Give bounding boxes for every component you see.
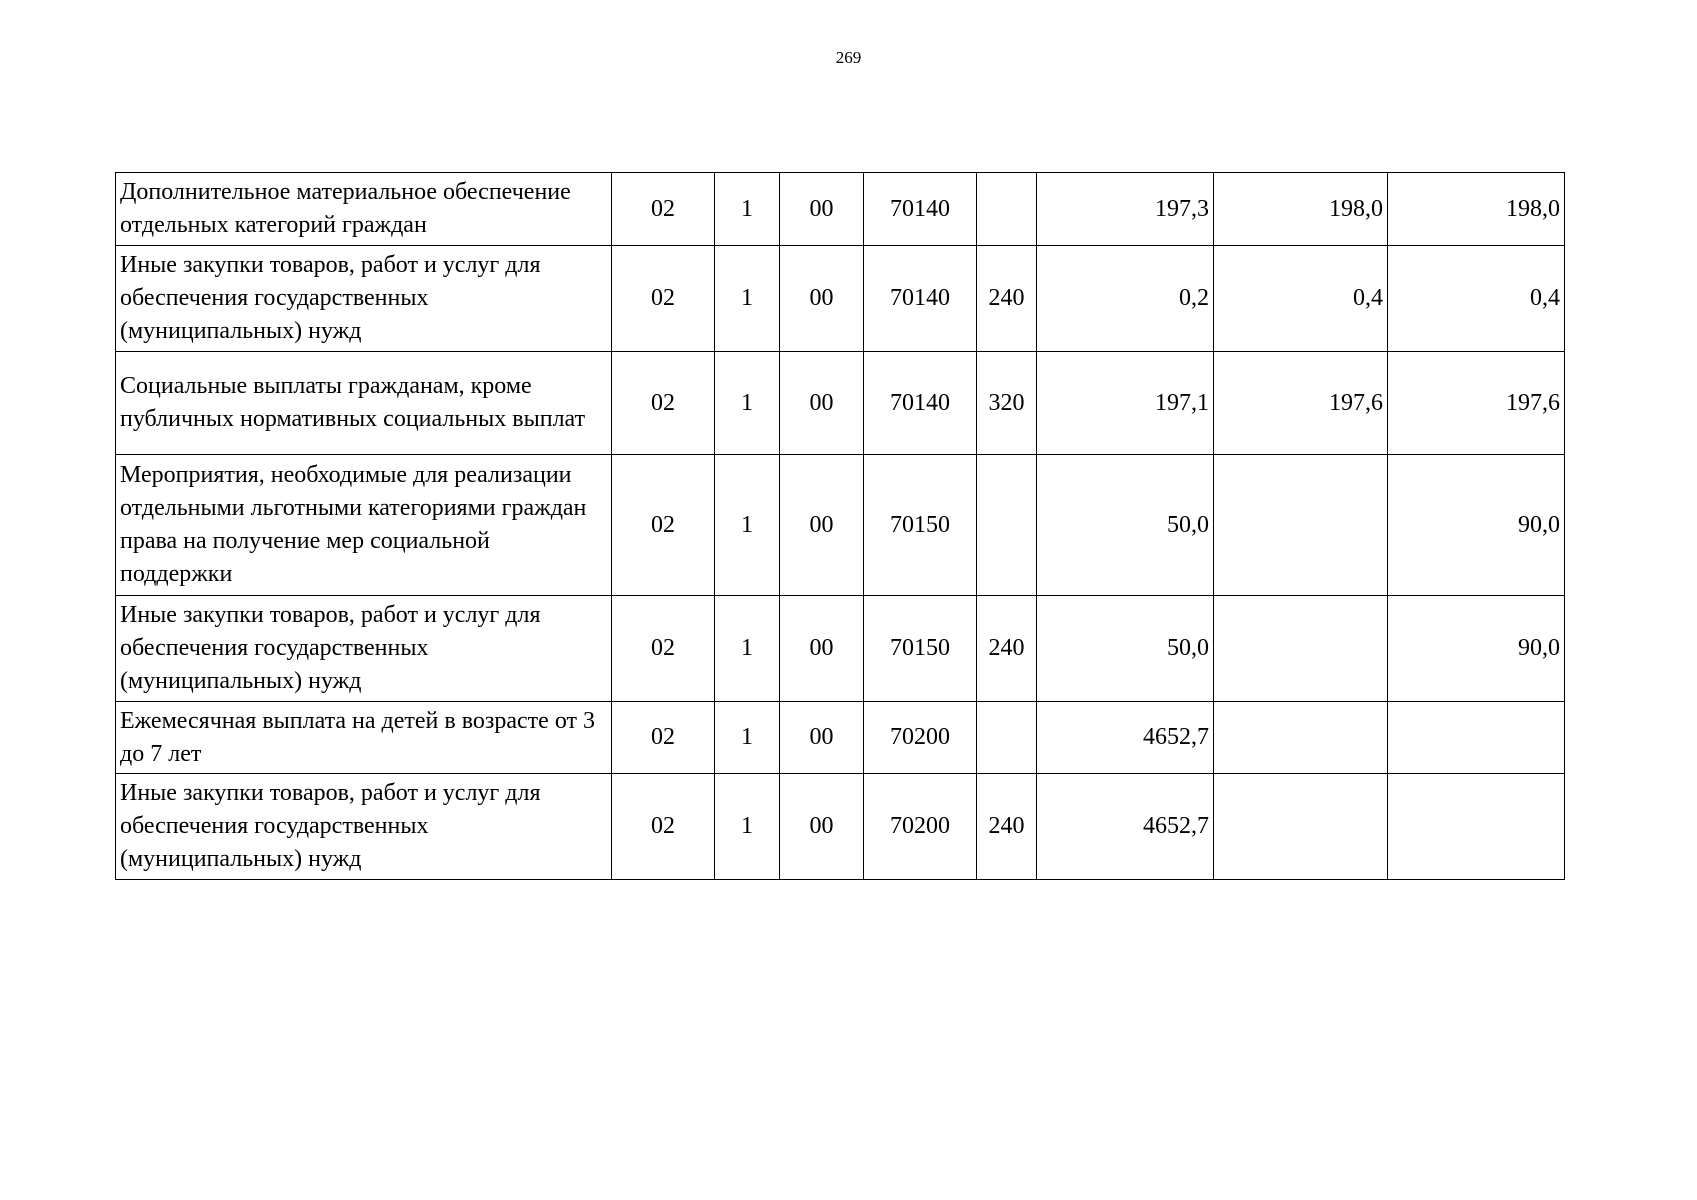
section-code: 02 [612, 246, 715, 352]
program-code: 1 [715, 774, 780, 880]
table-row [116, 173, 1565, 246]
expense-type-code [977, 173, 1037, 246]
table-row [116, 246, 1565, 352]
amount-2 [1214, 455, 1388, 596]
subprogram-code: 00 [780, 246, 864, 352]
program-code: 1 [715, 352, 780, 455]
amount-1: 50,0 [1037, 596, 1214, 702]
item-name: Ежемесячная выплата на детей в возрасте от 3 до 7 лет [116, 702, 612, 774]
target-article-code: 70140 [864, 173, 977, 246]
section-code: 02 [612, 702, 715, 774]
expense-type-code: 240 [977, 774, 1037, 880]
amount-2: 197,6 [1214, 352, 1388, 455]
amount-2 [1214, 596, 1388, 702]
section-code: 02 [612, 455, 715, 596]
item-name: Дополнительное материальное обеспечение отдельных категорий граждан [116, 173, 612, 246]
item-name: Иные закупки товаров, работ и услуг для обеспечения государственных (муниципальных) нужд [116, 596, 612, 702]
program-code: 1 [715, 702, 780, 774]
target-article-code: 70140 [864, 246, 977, 352]
amount-3: 90,0 [1388, 455, 1565, 596]
amount-3 [1388, 702, 1565, 774]
expense-type-code [977, 702, 1037, 774]
amount-3: 198,0 [1388, 173, 1565, 246]
target-article-code: 70200 [864, 774, 977, 880]
table-row [116, 596, 1565, 702]
program-code: 1 [715, 246, 780, 352]
table-row [116, 352, 1565, 455]
subprogram-code: 00 [780, 173, 864, 246]
table-row [116, 702, 1565, 774]
expense-type-code: 240 [977, 246, 1037, 352]
subprogram-code: 00 [780, 455, 864, 596]
target-article-code: 70150 [864, 455, 977, 596]
amount-1: 197,3 [1037, 173, 1214, 246]
amount-1: 4652,7 [1037, 774, 1214, 880]
target-article-code: 70200 [864, 702, 977, 774]
subprogram-code: 00 [780, 774, 864, 880]
item-name: Иные закупки товаров, работ и услуг для обеспечения государственных (муниципальных) нужд [116, 774, 612, 880]
amount-2: 0,4 [1214, 246, 1388, 352]
table-row [116, 774, 1565, 880]
section-code: 02 [612, 774, 715, 880]
subprogram-code: 00 [780, 702, 864, 774]
section-code: 02 [612, 173, 715, 246]
amount-1: 197,1 [1037, 352, 1214, 455]
amount-2: 198,0 [1214, 173, 1388, 246]
item-name: Мероприятия, необходимые для реализации отдельными льготными категориями граждан права на получение мер социальной поддержки [116, 455, 612, 596]
budget-table [115, 172, 1565, 880]
expense-type-code [977, 455, 1037, 596]
table-row [116, 455, 1565, 596]
amount-3: 197,6 [1388, 352, 1565, 455]
program-code: 1 [715, 455, 780, 596]
amount-2 [1214, 774, 1388, 880]
subprogram-code: 00 [780, 352, 864, 455]
subprogram-code: 00 [780, 596, 864, 702]
program-code: 1 [715, 596, 780, 702]
amount-1: 0,2 [1037, 246, 1214, 352]
amount-3: 90,0 [1388, 596, 1565, 702]
section-code: 02 [612, 352, 715, 455]
program-code: 1 [715, 173, 780, 246]
page-number: 269 [835, 48, 862, 67]
amount-3: 0,4 [1388, 246, 1565, 352]
target-article-code: 70140 [864, 352, 977, 455]
amount-3 [1388, 774, 1565, 880]
target-article-code: 70150 [864, 596, 977, 702]
expense-type-code: 320 [977, 352, 1037, 455]
item-name: Иные закупки товаров, работ и услуг для обеспечения государственных (муниципальных) нужд [116, 246, 612, 352]
item-name: Социальные выплаты гражданам, кроме публичных нормативных социальных выплат [116, 352, 612, 455]
amount-1: 50,0 [1037, 455, 1214, 596]
expense-type-code: 240 [977, 596, 1037, 702]
section-code: 02 [612, 596, 715, 702]
amount-2 [1214, 702, 1388, 774]
amount-1: 4652,7 [1037, 702, 1214, 774]
